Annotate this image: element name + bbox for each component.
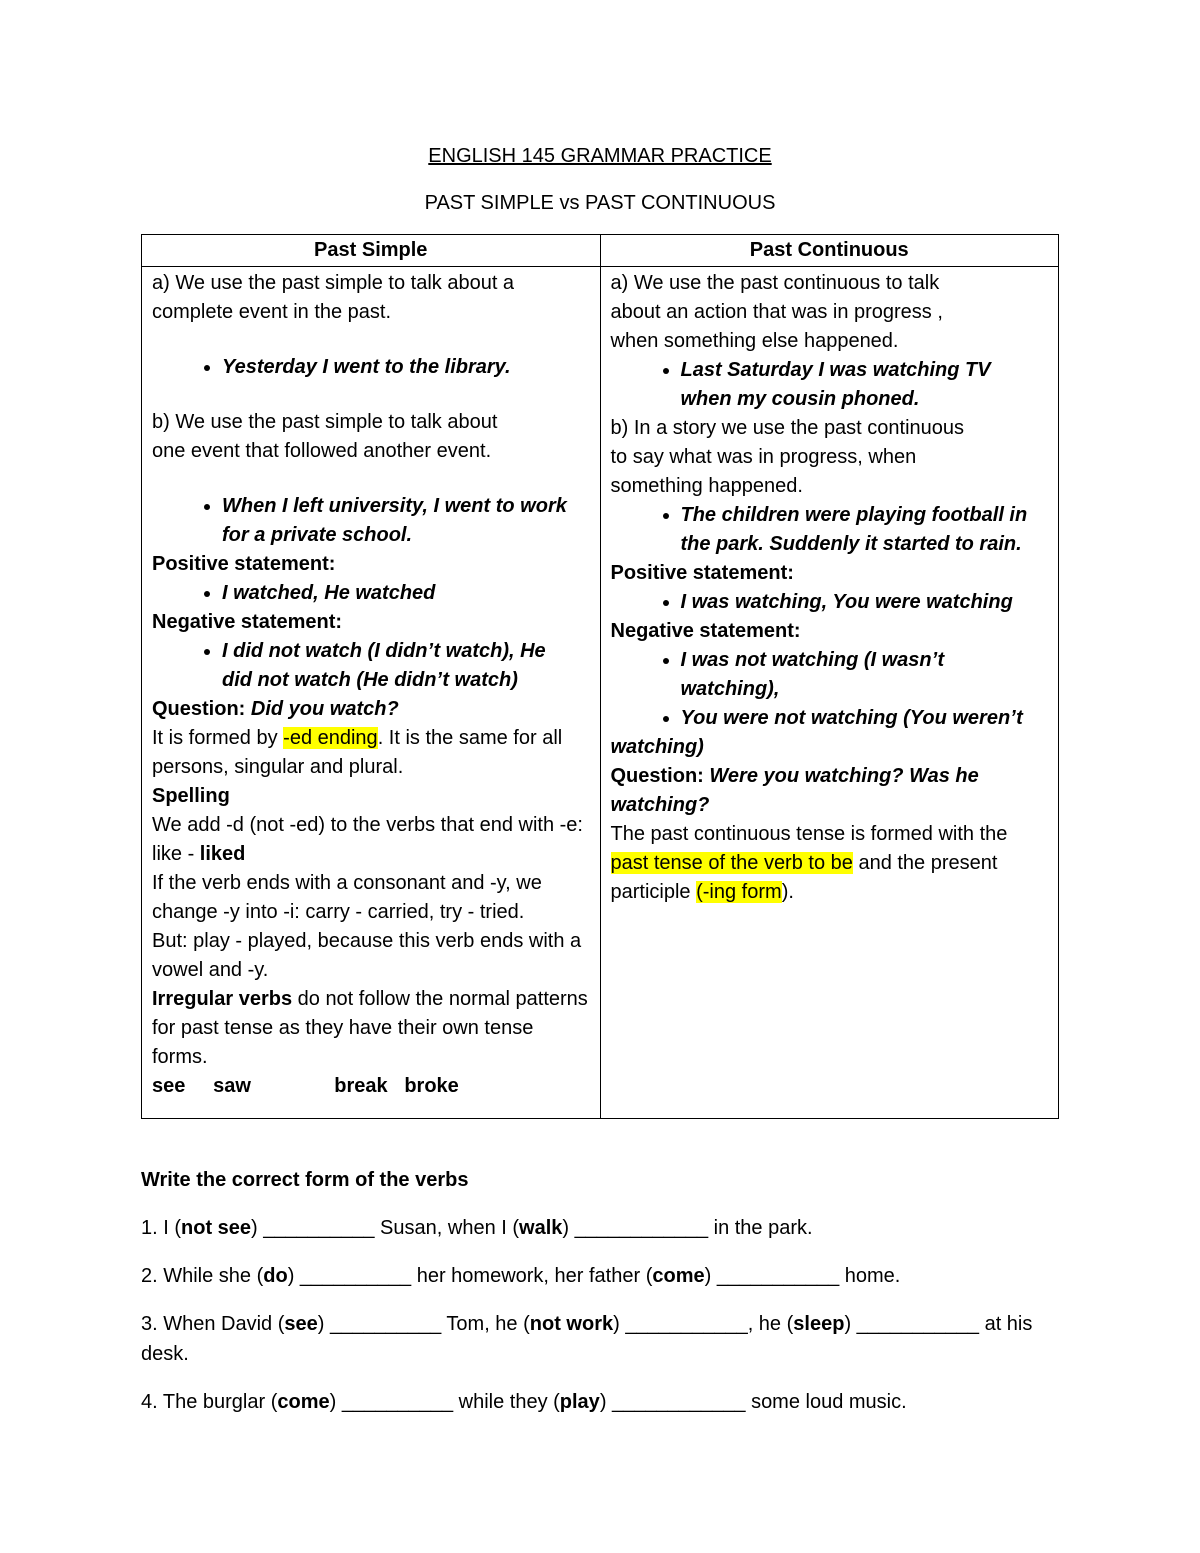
simple-negative-example: • I did not watch (I didn’t watch), He did not watch (He didn’t watch)	[222, 637, 592, 695]
cont-rule-b-line2: to say what was in progress, when	[610, 446, 917, 468]
irregular-verbs-note: Irregular verbs do not follow the normal patterns for past tense as they have their own tense forms.	[152, 988, 588, 1068]
irregular-verb-examples: see saw break broke	[152, 1075, 459, 1097]
exercise-item-4: 4. The burglar (come) __________ while they (play) ____________ some loud music.	[141, 1391, 907, 1413]
simple-rule-b-line2: one event that followed another event.	[152, 440, 492, 462]
simple-formation: It is formed by -ed ending. It is the same for all persons, singular and plural.	[152, 727, 563, 778]
simple-rule-b-line1: b) We use the past simple to talk about	[152, 411, 498, 433]
cont-rule-a-line2: about an action that was in progress ,	[610, 301, 943, 323]
column-header-past-simple: Past Simple	[142, 235, 601, 267]
cont-rule-b-line3: something happened.	[610, 475, 803, 497]
spelling-rule-2: If the verb ends with a consonant and -y, we change -y into -i: carry - carried, try - tried.	[152, 872, 542, 923]
past-simple-cell	[142, 267, 601, 1119]
simple-example-b: • When I left university, I went to work for a private school.	[222, 492, 592, 550]
spelling-label: Spelling	[152, 785, 230, 807]
cont-positive-label: Positive statement:	[610, 562, 794, 584]
column-header-past-continuous: Past Continuous	[600, 235, 1059, 267]
cont-example-b: • The children were playing football in the park. Suddenly it started to rain.	[681, 501, 1051, 559]
cont-negative-example-1: • I was not watching (I wasn’t watching),	[681, 646, 1051, 704]
highlight-ed-ending: -ed ending	[283, 727, 378, 749]
highlight-ing-form: (-ing form	[696, 881, 782, 903]
simple-example-a: • Yesterday I went to the library.	[222, 353, 592, 382]
cont-negative-example-2: • You were not watching (You weren’t	[681, 704, 1051, 733]
comparison-table	[141, 234, 1059, 1119]
spelling-rule-3: But: play - played, because this verb ends with a vowel and -y.	[152, 930, 582, 981]
exercise-heading: Write the correct form of the verbs	[141, 1169, 469, 1191]
page-title: ENGLISH 145 GRAMMAR PRACTICE	[428, 145, 772, 167]
cont-positive-example: • I was watching, You were watching	[681, 588, 1051, 617]
cont-rule-b-line1: b) In a story we use the past continuous	[610, 417, 965, 439]
exercise-item-2: 2. While she (do) __________ her homework, her father (come) ___________ home.	[141, 1265, 901, 1287]
exercise-item-3: 3. When David (see) __________ Tom, he (not work) ___________, he (sleep) ___________ at his desk.	[141, 1313, 1033, 1365]
simple-rule-a: a) We use the past simple to talk about a complete event in the past.	[152, 272, 515, 323]
highlight-verb-to-be: past tense of the verb to be	[610, 852, 853, 874]
cont-example-a: • Last Saturday I was watching TV when my cousin phoned.	[681, 356, 1051, 414]
page-subtitle: PAST SIMPLE vs PAST CONTINUOUS	[424, 192, 776, 214]
cont-formation: The past continuous tense is formed with the past tense of the verb to be and the present participle (-ing form).	[610, 823, 1008, 903]
simple-negative-label: Negative statement:	[152, 611, 343, 633]
spelling-rule-1: We add -d (not -ed) to the verbs that end with -e: like - liked	[152, 814, 583, 865]
simple-positive-example: • I watched, He watched	[222, 579, 592, 608]
cont-question: Question: Were you watching? Was he watching?	[610, 765, 979, 816]
exercise-item-1: 1. I (not see) __________ Susan, when I (walk) ____________ in the park.	[141, 1217, 813, 1239]
exercise-section	[141, 1166, 1059, 1435]
past-continuous-cell	[600, 267, 1059, 1119]
cont-negative-example-2-cont: watching)	[610, 736, 704, 758]
cont-rule-a-line1: a) We use the past continuous to talk	[610, 272, 940, 294]
cont-negative-label: Negative statement:	[610, 620, 801, 642]
simple-question: Question: Did you watch?	[152, 698, 399, 720]
simple-positive-label: Positive statement:	[152, 553, 336, 575]
cont-rule-a-line3: when something else happened.	[610, 330, 899, 352]
